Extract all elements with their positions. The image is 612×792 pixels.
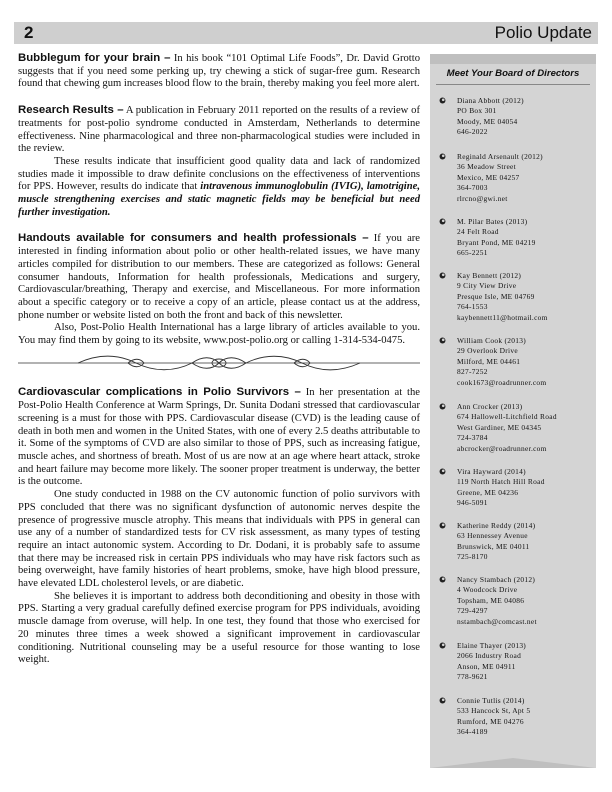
main-column — [18, 52, 420, 680]
member-detail: 778-9621 — [457, 672, 488, 682]
article-body: A publication in February 2011 reported on the results of a review of treatments for post-polio syndrome conducted in Amsterdam, Netherlands to determine effectiveness. Nine pharmacological and three non-pharmacological studies were included in the review. — [18, 105, 420, 155]
member-detail: 364-4189 — [457, 727, 488, 737]
member-detail: rlrcno@gwi.net — [457, 193, 508, 203]
member-detail: 674 Hallowell-Litchfield Road — [457, 412, 557, 422]
bullet-icon — [439, 272, 446, 279]
member-contact — [457, 641, 526, 683]
member-contact — [457, 152, 543, 204]
article-heading: Research Results – — [18, 104, 124, 117]
decorative-divider — [18, 352, 420, 374]
article-emphasis: intravenous immunoglobulin (IVIG), lamotrigine, muscle strengthening exercises and static magnetic fields may be beneficial but need further investigation. — [18, 181, 420, 218]
member-detail: 36 Meadow Street — [457, 162, 516, 172]
member-name: Connie Tutlis (2014) — [457, 696, 525, 705]
member-detail: PO Box 301 — [457, 106, 497, 116]
article-body: In her presentation at the Post-Polio Health Conference at Warm Springs, Dr. Sunita Dodani stressed that cardiovascular screening is a must for those with PPS. Cardiovascular disease (CVD) is the leading cause of death in both men and women in the United States, with one of every 2.5 deaths attributable to it. Some of the symptoms of CVD are also similar to those of PPS, such as increasing fatigue, muscle aches, and shortness of breath. Most of us are now at an age where heart attack, stroke and heart failure may become more likely. The sooner proper treatment is underway, the better is the outcome. — [18, 387, 420, 488]
member-detail: 9 City View Drive — [457, 281, 517, 291]
member-detail: kaybennett11@hotmail.com — [457, 312, 548, 322]
article-paragraph: Also, Post-Polio Health International has a large library of articles available to you. You may find them by going to its website, www.post-polio.org or calling 1-314-534-0475. — [18, 322, 420, 347]
article-body: In his book “101 Optimal Life Foods”, Dr. David Grotto suggests that if you need some perking up, try chewing a stick of sugar-free gum. Research found that chewing gum increases blood flow to the brain, thereby making you feel more alert. — [18, 53, 420, 90]
member-name: Diana Abbott (2012) — [457, 96, 524, 105]
sidebar-rule — [436, 84, 590, 85]
member-detail: Brunswick, ME 04011 — [457, 541, 530, 551]
member-contact — [457, 336, 546, 388]
member-contact — [457, 271, 548, 323]
article-body: If you are interested in finding information about polio or other health-related issues, we have many articles compiled for distribution to our members. These are categorized as follows: General consumer handouts, Information for health professionals, Medications and surgery, Cardiovascular/breathing, Therapy and exercise, and Miscellaneous. For more information about a specific category or to receive a copy of an article, please contact us at the address, phone number or website listed on both the front and back of this newsletter. — [18, 233, 420, 321]
bullet-icon — [439, 337, 446, 344]
member-contact — [457, 467, 545, 509]
bullet-icon — [439, 697, 446, 704]
article-bubblegum — [18, 52, 420, 91]
bullet-icon — [439, 522, 446, 529]
member-detail: 764-1553 — [457, 302, 488, 312]
member-detail: 364-7003 — [457, 183, 488, 193]
member-detail: Rumford, ME 04276 — [457, 716, 524, 726]
member-detail: Presque Isle, ME 04769 — [457, 291, 535, 301]
sidebar-top-band — [430, 54, 596, 64]
article-cardio — [18, 386, 420, 666]
member-name: Vira Hayward (2014) — [457, 467, 526, 476]
member-detail: 725-8170 — [457, 552, 488, 562]
member-contact — [457, 217, 536, 259]
member-detail: 119 North Hatch Hill Road — [457, 477, 545, 487]
article-research — [18, 104, 420, 219]
member-detail: Mexico, ME 04257 — [457, 172, 520, 182]
member-contact — [457, 521, 535, 563]
member-detail: 533 Hancock St, Apt 5 — [457, 706, 531, 716]
member-detail: West Gardiner, ME 04345 — [457, 422, 542, 432]
bullet-icon — [439, 403, 446, 410]
bullet-icon — [439, 97, 446, 104]
bullet-icon — [439, 153, 446, 160]
member-name: Nancy Stambach (2012) — [457, 575, 536, 584]
member-detail: 665-2251 — [457, 248, 488, 258]
member-detail: 63 Hennessey Avenue — [457, 531, 528, 541]
member-detail: 24 Felt Road — [457, 227, 499, 237]
article-heading: Bubblegum for your brain – — [18, 52, 171, 64]
member-name: William Cook (2013) — [457, 336, 527, 345]
article-paragraph: She believes it is important to address both deconditioning and obesity in those with PPS. Starting a very gradual carefully defined exercise program for PPS individuals, avoiding muscle damage from overuse, will help. In one test, they found that those who exercised for 20 minutes three times a week showed a significant improvement in cardiovascular conditioning. Nutritional counseling may be a useful resource for those wanting to lose weight. — [18, 590, 420, 666]
article-heading: Cardiovascular complications in Polio Survivors – — [18, 386, 301, 399]
member-detail: Moody, ME 04054 — [457, 116, 518, 126]
member-detail: nstambach@comcast.net — [457, 616, 537, 626]
member-detail: 946-5091 — [457, 498, 488, 508]
member-detail: 827-7252 — [457, 367, 488, 377]
page-header — [14, 22, 598, 44]
bullet-icon — [439, 468, 446, 475]
member-name: Kay Bennett (2012) — [457, 271, 522, 280]
bullet-icon — [439, 576, 446, 583]
article-heading: Handouts available for consumers and health professionals – — [18, 232, 369, 245]
article-paragraph: These results indicate that insufficient good quality data and lack of randomized studies made it impossible to draw definite conclusions on the effectiveness of interventions for PPS. However, results do indicate that — [18, 155, 420, 193]
sidebar-bottom-point — [430, 758, 596, 768]
member-contact — [457, 575, 537, 627]
sidebar-title: Meet Your Board of Directors — [446, 68, 580, 79]
page-number: 2 — [24, 23, 34, 42]
member-detail: 646-2022 — [457, 127, 488, 137]
member-detail: 724-3784 — [457, 433, 488, 443]
member-detail: Greene, ME 04236 — [457, 487, 519, 497]
bullet-icon — [439, 642, 446, 649]
member-name: M. Pilar Bates (2013) — [457, 217, 528, 226]
member-detail: Milford, ME 04461 — [457, 356, 521, 366]
member-name: Katherine Reddy (2014) — [457, 521, 536, 530]
bullet-icon — [439, 218, 446, 225]
member-contact — [457, 96, 524, 138]
member-detail: 4 Woodcock Drive — [457, 585, 518, 595]
member-contact — [457, 696, 530, 738]
member-detail: Anson, ME 04911 — [457, 661, 516, 671]
member-detail: 2066 Industry Road — [457, 651, 522, 661]
member-name: Reginald Arsenault (2012) — [457, 152, 543, 161]
member-detail: Topsham, ME 04086 — [457, 595, 525, 605]
article-paragraph: One study conducted in 1988 on the CV autonomic function of polio survivors with PPS concluded that there was no significant dysfunction of autonomic nerves despite the presence of progressive muscle atrophy. This means that individuals with PPS in general can use any of a number of standardized tests for CV risk assessment, as many types of testing require an intact autonomic system. According to Dr. Dodani, it is probably safe to assume that there may be increased risk in certain PPS individuals who may have risk factors such as being overweight, have family histories of heart problems, smoke, have high blood pressure, have elevated LDL cholesterol levels, or are diabetic. — [18, 489, 420, 590]
member-detail: 29 Overlook Drive — [457, 346, 518, 356]
newsletter-title: Polio Update — [494, 23, 592, 42]
board-sidebar — [430, 54, 596, 768]
member-name: Elaine Thayer (2013) — [457, 641, 527, 650]
member-detail: 729-4297 — [457, 606, 488, 616]
member-detail: abcrocker@roadrunner.com — [457, 443, 547, 453]
member-detail: cook1673@roadrunner.com — [457, 377, 547, 387]
member-detail: Bryant Pond, ME 04219 — [457, 237, 536, 247]
member-name: Ann Crocker (2013) — [457, 402, 523, 411]
article-handouts — [18, 232, 420, 347]
member-contact — [457, 402, 557, 454]
